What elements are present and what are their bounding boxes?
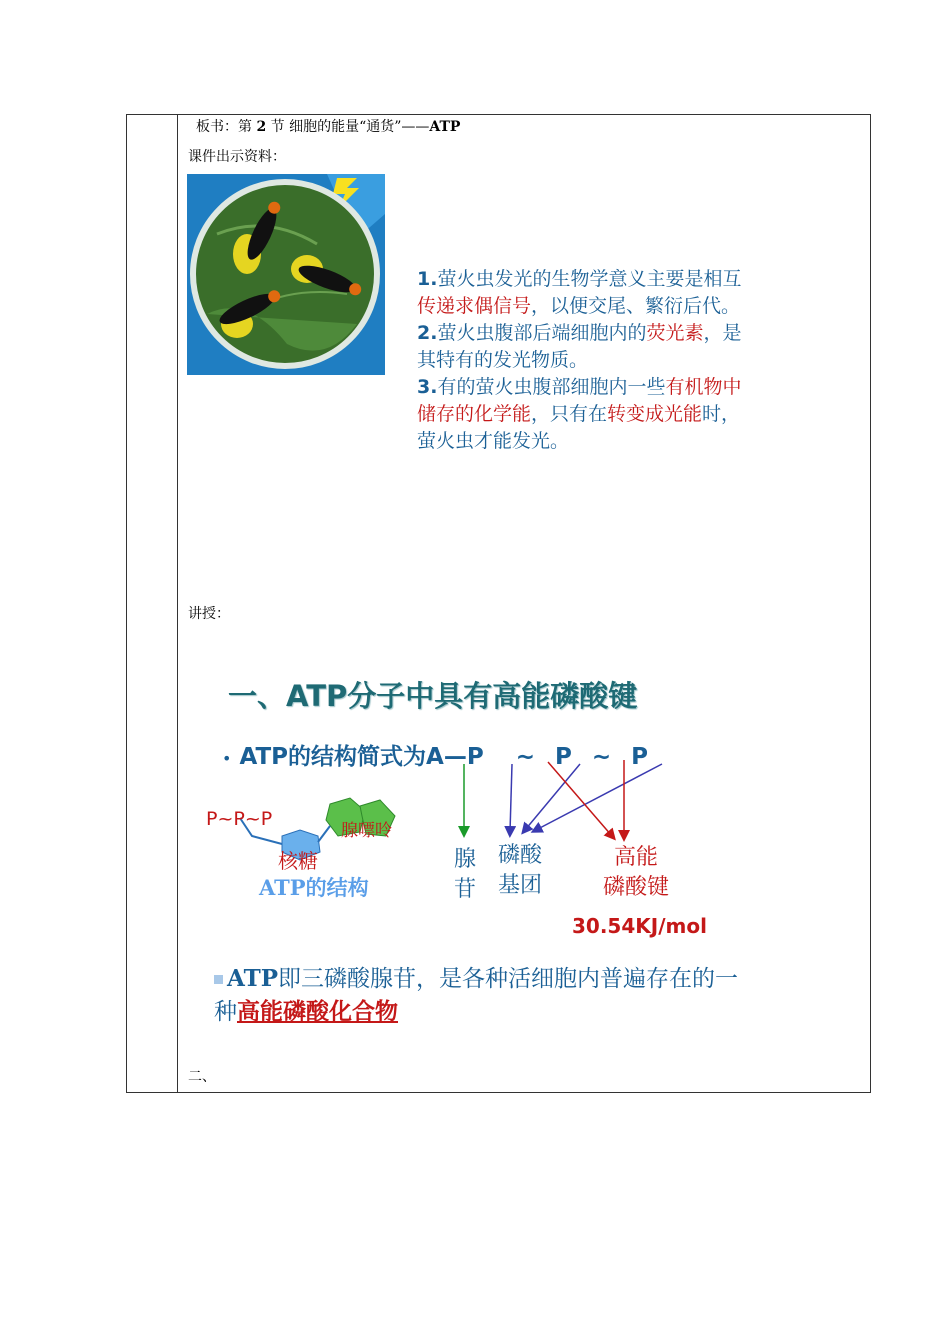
bullet-icon: •	[222, 749, 232, 768]
lecture-label: 讲授：	[188, 606, 230, 622]
atp-definition: ATP即三磷酸腺苷，是各种活细胞内普遍存在的一种高能磷酸化合物	[214, 965, 738, 1025]
section-title: 一、ATP分子中具有高能磷酸键	[228, 679, 638, 713]
firefly-facts	[417, 266, 757, 455]
table-column-divider	[177, 114, 178, 1093]
ribose-label: 核糖	[278, 849, 318, 873]
material-label: 课件出示资料：	[188, 149, 286, 165]
adenosine-label: 腺 苷	[453, 847, 476, 902]
fact-3: 3.有的萤火虫腹部细胞内一些有机物中储存的化学能，只有在转变成光能时，萤火虫才能发光。	[417, 376, 742, 452]
section-two-label: 二、	[188, 1069, 216, 1085]
square-bullet-icon	[214, 975, 223, 984]
phosphate-chain-label: P~P~P	[206, 808, 273, 830]
phosphate-group-label: 磷酸 基团	[497, 843, 542, 898]
bond-energy-value: 30.54KJ/mol	[572, 914, 707, 938]
high-energy-bond-label: 高能 磷酸键	[602, 845, 669, 900]
adenine-label: 腺嘌呤	[341, 821, 392, 841]
firefly-image	[187, 174, 385, 375]
fact-1: 1.萤火虫发光的生物学意义主要是相互传递求偶信号，以便交尾、繁衍后代。	[417, 268, 742, 317]
atp-formula: • ATP的结构简式为A—P ~ P ~ P	[222, 744, 648, 770]
fact-2: 2.萤火虫腹部后端细胞内的荧光素，是其特有的发光物质。	[417, 322, 742, 371]
atp-structure-caption: ATP的结构	[259, 875, 369, 900]
blackboard-heading: 板书：第 2 节 细胞的能量“通货”——ATP	[196, 119, 461, 135]
